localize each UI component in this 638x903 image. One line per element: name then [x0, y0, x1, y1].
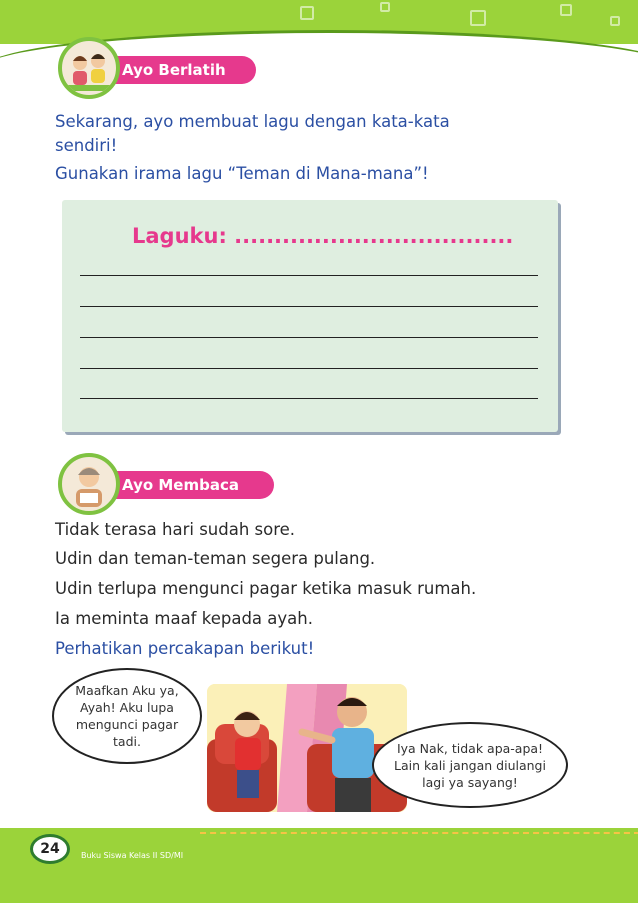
footer-divider — [200, 832, 638, 834]
decor-square — [470, 10, 486, 26]
speech-bubble-father — [372, 722, 568, 808]
decor-square — [560, 4, 572, 16]
reading-illustration-icon — [58, 453, 120, 515]
writing-line[interactable] — [80, 398, 538, 399]
story-line: Udin dan teman-teman segera pulang. — [55, 549, 376, 568]
bubble-line: mengunci pagar — [75, 717, 179, 732]
story-line: Tidak terasa hari sudah sore. — [55, 520, 296, 539]
decor-square — [300, 6, 314, 20]
bubble-line: tadi. — [113, 734, 141, 749]
book-title: Buku Siswa Kelas II SD/MI — [81, 851, 184, 860]
bubble-line: Lain kali jangan diulangi — [394, 757, 546, 773]
bubble-line: Maafkan Aku ya, — [75, 683, 179, 698]
writing-line[interactable] — [80, 275, 538, 276]
bubble-line: lagi ya sayang! — [422, 774, 518, 790]
writing-line[interactable] — [80, 306, 538, 307]
badge-label: Ayo Berlatih — [122, 61, 226, 79]
instruction-line: Sekarang, ayo membuat lagu dengan kata-kata — [55, 112, 450, 131]
reading-grandma-icon — [62, 457, 116, 511]
instruction-line: sendiri! — [55, 136, 118, 155]
bubble-line: Iya Nak, tidak apa-apa! — [396, 740, 544, 756]
children-illustration-icon — [58, 37, 120, 99]
speech-bubble-child — [52, 668, 202, 764]
badge-label: Ayo Membaca — [122, 476, 239, 494]
conversation-prompt: Perhatikan percakapan berikut! — [55, 639, 315, 658]
writing-line[interactable] — [80, 337, 538, 338]
song-title: Laguku: ................................... — [132, 224, 514, 248]
story-line: Udin terlupa mengunci pagar ketika masuk rumah. — [55, 579, 477, 598]
decor-square — [610, 16, 620, 26]
bubble-line: Ayah! Aku lupa — [80, 700, 174, 715]
footer-band — [0, 828, 638, 903]
section-badge-ayo-berlatih — [100, 56, 256, 84]
story-line: Ia meminta maaf kepada ayah. — [55, 609, 313, 628]
children-icon — [62, 41, 116, 95]
father-son-scene — [207, 684, 407, 812]
decor-square — [380, 2, 390, 12]
page-number: 24 — [30, 834, 70, 864]
section-badge-ayo-membaca — [100, 471, 274, 499]
father-son-illustration — [207, 684, 407, 812]
writing-line[interactable] — [80, 368, 538, 369]
instruction-line: Gunakan irama lagu “Teman di Mana-mana”! — [55, 164, 429, 183]
